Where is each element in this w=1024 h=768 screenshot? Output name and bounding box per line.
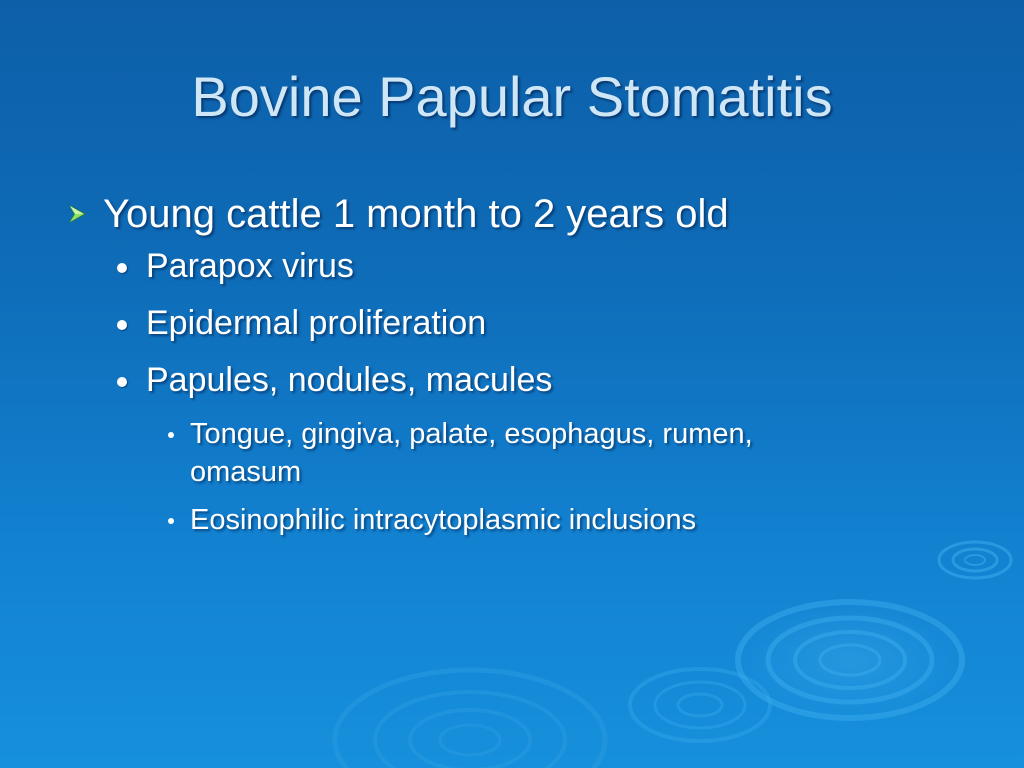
- bullet-text: Young cattle 1 month to 2 years old: [103, 192, 729, 236]
- bullet-level3: [60, 415, 850, 491]
- dot-bullet-icon: [117, 377, 127, 387]
- small-dot-bullet-icon: [168, 518, 174, 524]
- bullet-text: Papules, nodules, macules: [146, 361, 553, 399]
- bullet-text: Epidermal proliferation: [146, 304, 487, 342]
- ripple-bottom: [335, 670, 605, 768]
- bullet-text: Parapox virus: [146, 247, 354, 285]
- bullet-list: [60, 188, 960, 549]
- bullet-level3: [60, 501, 850, 539]
- arrow-bullet-icon: [64, 201, 90, 227]
- small-dot-bullet-icon: [168, 432, 174, 438]
- dot-bullet-icon: [117, 320, 127, 330]
- bullet-level2: [60, 244, 960, 288]
- bullet-level2: [60, 301, 960, 345]
- bullet-text: Tongue, gingiva, palate, esophagus, rumen, omasum: [190, 418, 753, 488]
- ripple-medium: [630, 669, 770, 741]
- bullet-text: Eosinophilic intracytoplasmic inclusions: [190, 504, 697, 536]
- bullet-level1: [60, 188, 960, 240]
- bullet-level2: [60, 358, 960, 402]
- dot-bullet-icon: [117, 263, 127, 273]
- slide-title: Bovine Papular Stomatitis: [191, 65, 833, 128]
